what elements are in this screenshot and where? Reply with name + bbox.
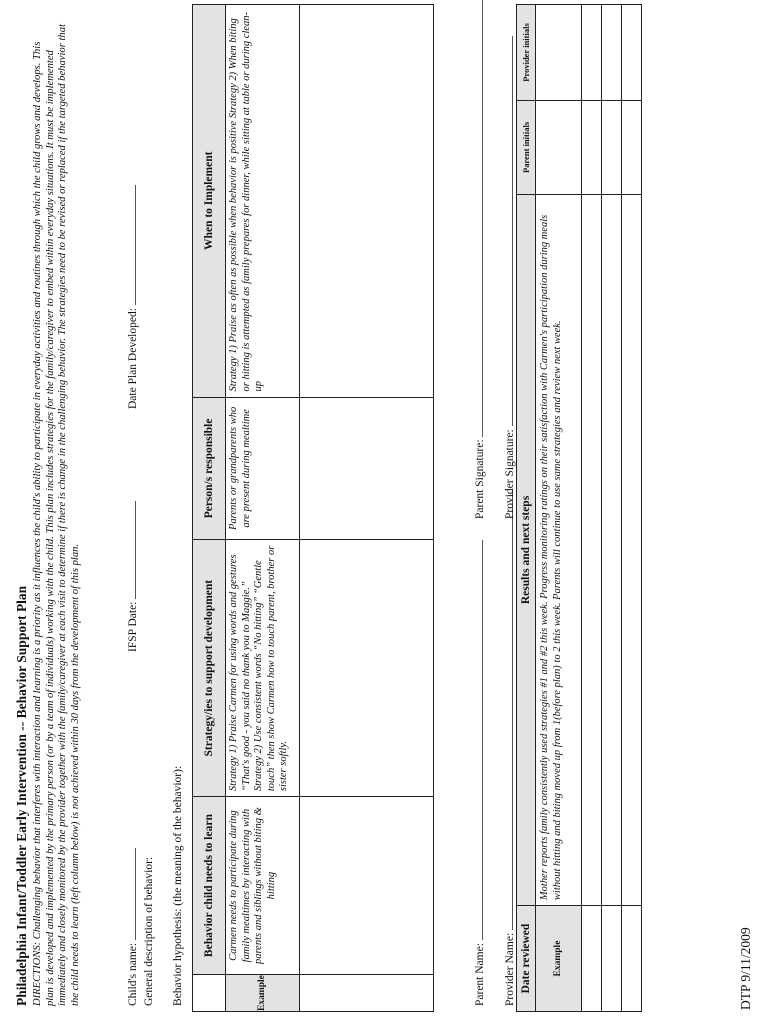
plan-example-row [226, 5, 300, 1012]
results-entry-text-cell[interactable] [582, 194, 602, 905]
results-entry-row [602, 5, 622, 1012]
parent-name-label: Parent Name: [474, 943, 486, 1006]
example-behavior: Carmen needs to participate during family mealtimes by interacting with parents and siblings without biting & hitting [226, 797, 300, 975]
header-provider-initials: Provider initials [517, 5, 536, 101]
directions-text: DIRECTIONS: Challenging behavior that interferes with interaction and learning is a priority as it influences the child's ability to participate in everyday activities and routines through which the child grows and develops. This plan is developed and implemented by the primary person (or by a team of individuals) working with the child. This plan includes strategies for the family/caregiver to embed within everyday situations. It must be implemented immediately and closely monitored by the provider together with the family/caregiver at each visit to determine if there is change in the challenging behavior. The strategies need to be revised or replaced if the targeted behavior that the child needs to learn (left column below) is not achieved within 30 days from the development of this plan. [32, 24, 81, 1006]
provider-name-line [500, 490, 513, 930]
child-name-field [123, 848, 139, 1006]
results-entry-provider-initials-cell[interactable] [602, 5, 622, 101]
plan-entry-when-cell[interactable] [300, 5, 434, 398]
results-table [516, 4, 642, 1012]
provider-name-field [500, 490, 516, 1006]
child-name-label: Child's name: [127, 942, 139, 1006]
results-entry-text-cell[interactable] [602, 194, 622, 905]
header-behavior: Behavior child needs to learn [193, 797, 226, 975]
results-header-row [517, 5, 536, 1012]
parent-name-field [470, 540, 486, 1006]
date-plan-developed-field [123, 185, 139, 409]
example-person: Parents or grandparents who are present during mealtime [226, 397, 300, 540]
plan-header-corner [193, 975, 226, 1012]
plan-header-row [193, 5, 226, 1012]
plan-entry-person-cell[interactable] [300, 397, 434, 540]
example-strategy: Strategy 1) Praise Carmen for using words and gestures “That's good - you said no thank you to Maggie.” Strategy 2) Use consistent words “No hitting” “Gentle touch” then show Carmen how to touch parent, brother or sister softly. [226, 540, 300, 797]
date-plan-developed-label: Date Plan Developed: [127, 308, 139, 409]
results-example-text: Mother reports family consistently used strategies #1 and #2 this week. Progress monitoring ratings on their satisfaction with Carmen's participation during meals without hitting and biting moved up from 1(before plan) to 2 this week. Parents will continue to use same strategies and review next week. [536, 194, 582, 905]
provider-name-label: Provider Name: [504, 932, 516, 1006]
provider-signature-line [500, 36, 513, 426]
results-example-row [536, 5, 582, 1012]
parent-name-line [470, 540, 483, 940]
document-footer: DTP 9/11/2009 [738, 927, 753, 1010]
plan-entry-row [300, 5, 434, 1012]
ifsp-date-label: IFSP Date: [127, 601, 139, 652]
results-entry-parent-initials-cell[interactable] [602, 100, 622, 194]
header-results-next-steps: Results and next steps [517, 194, 536, 905]
plan-entry-strategy-cell[interactable] [300, 540, 434, 797]
provider-signature-label: Provider Signature: [504, 429, 516, 519]
plan-entry-behavior-cell[interactable] [300, 797, 434, 975]
example-label: Example [226, 975, 300, 1012]
behavior-plan-table [192, 4, 434, 1012]
header-when-to-implement: When to Implement [193, 5, 226, 398]
header-person-responsible: Person/s responsible [193, 397, 226, 540]
results-entry-row [622, 5, 642, 1012]
results-example-parent-initials [536, 100, 582, 194]
results-entry-date-cell[interactable] [622, 906, 642, 1012]
results-entry-date-cell[interactable] [582, 906, 602, 1012]
header-date-reviewed: Date reviewed [517, 906, 536, 1012]
results-entry-text-cell[interactable] [622, 194, 642, 905]
general-description-label: General description of behavior: [143, 856, 155, 1006]
provider-signature-field [500, 36, 516, 519]
results-entry-date-cell[interactable] [602, 906, 622, 1012]
results-example-label: Example [536, 906, 582, 1012]
results-entry-row [582, 5, 602, 1012]
results-entry-provider-initials-cell[interactable] [622, 5, 642, 101]
example-when: Strategy 1) Praise as often as possible when behavior is positive Strategy 2) When biting or hitting is attempted as family prepares for dinner, while sitting at table or during clean-up [226, 5, 300, 398]
parent-signature-field [470, 0, 486, 519]
ifsp-date-field [123, 501, 139, 652]
results-example-provider-initials [536, 5, 582, 101]
results-entry-parent-initials-cell[interactable] [622, 100, 642, 194]
child-name-line [123, 848, 136, 940]
ifsp-date-line [123, 501, 136, 599]
results-entry-provider-initials-cell[interactable] [582, 5, 602, 101]
parent-signature-line [470, 0, 483, 437]
header-strategy: Strategy/ies to support development [193, 540, 226, 797]
parent-signature-label: Parent Signature: [474, 439, 486, 519]
behavior-hypothesis-label: Behavior hypothesis: (the meaning of the behavior): [172, 765, 184, 1006]
header-parent-initials: Parent initials [517, 100, 536, 194]
plan-entry-label-cell [300, 975, 434, 1012]
results-entry-parent-initials-cell[interactable] [582, 100, 602, 194]
form-title: Philadelphia Infant/Toddler Early Intervention -- Behavior Support Plan [14, 585, 29, 1006]
date-plan-developed-line [123, 185, 136, 305]
